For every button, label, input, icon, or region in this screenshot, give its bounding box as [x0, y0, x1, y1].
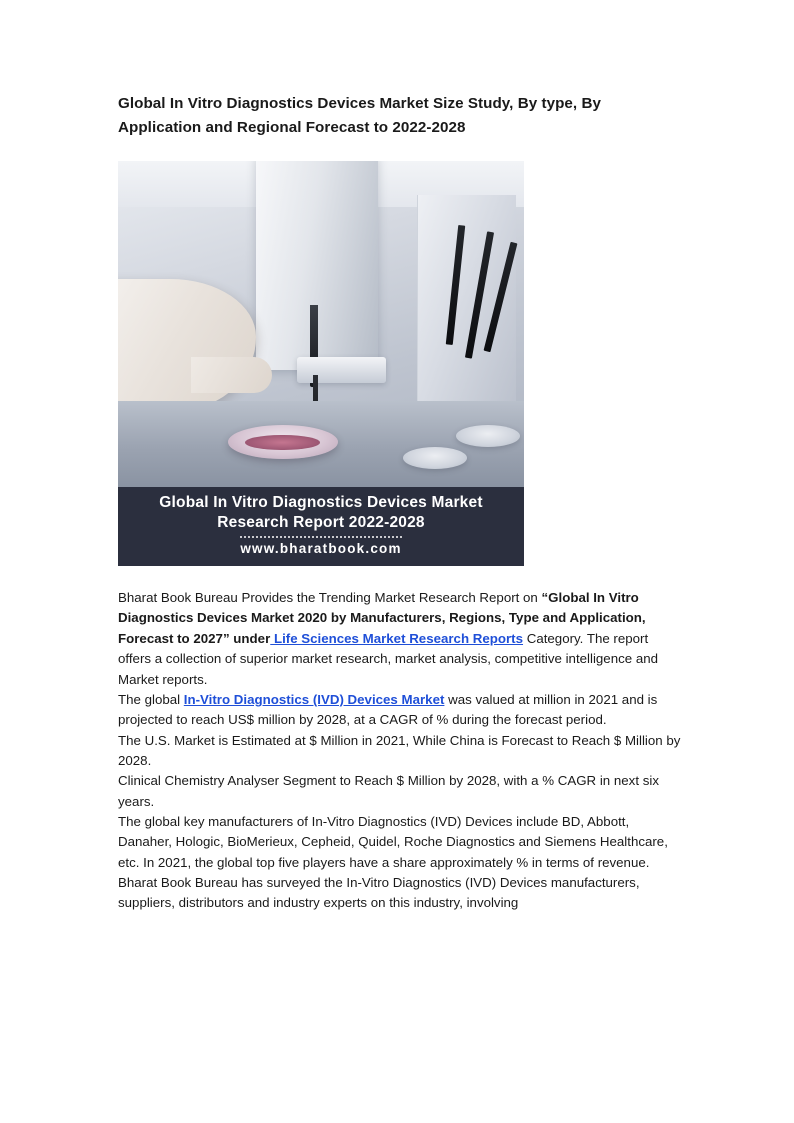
photo-petri-dish-tertiary: [456, 425, 520, 447]
body-paragraph-1: [118, 690, 684, 731]
intro-text-1: Bharat Book Bureau Provides the Trending Market Research Report on: [118, 590, 542, 606]
photo-tip-rack: [417, 195, 515, 425]
lab-pipetting-robot-photo: [118, 161, 524, 487]
cover-banner-website: www.bharatbook.com: [240, 536, 401, 556]
cover-banner-title: Global In Vitro Diagnostics Devices Market Research Report 2022-2028: [159, 494, 483, 531]
body-paragraph-5: Bharat Book Bureau has surveyed the In-Vitro Diagnostics (IVD) Devices manufacturers, suppliers, distributors and industry experts on this industry, involving: [118, 874, 640, 911]
body-paragraph-2: The U.S. Market is Estimated at $ Million in 2021, While China is Forecast to Reach $ Million by 2028.: [118, 732, 681, 768]
intro-paragraph: [118, 588, 684, 690]
report-cover-figure: [118, 161, 524, 566]
photo-robotic-arm: [297, 357, 386, 383]
photo-petri-dish-main: [228, 425, 338, 459]
body-paragraph-4: The global key manufacturers of In-Vitro Diagnostics (IVD) Devices include BD, Abbott, Danaher, Hologic, BioMerieux, Cepheid, Quidel, Roche Diagnostics and Siemens Healthcare, etc. In 2021, the global top five players have a share approximately % in terms of revenue.: [118, 813, 668, 870]
body-text-1b: was valued at million in 2021 and is projected to reach US$ million by 2028, at a CAGR of % during the forecast period.: [118, 691, 658, 728]
body-block: [118, 690, 684, 914]
page-title: Global In Vitro Diagnostics Devices Market Size Study, By type, By Application and Regional Forecast to 2022-2028: [118, 95, 601, 136]
ivd-devices-market-link[interactable]: In-Vitro Diagnostics (IVD) Devices Market: [183, 691, 445, 707]
life-sciences-category-link[interactable]: Life Sciences Market Research Reports: [270, 630, 524, 646]
intro-text-2: under: [229, 630, 271, 646]
document-content: [118, 92, 684, 914]
intro-text-3: Category. The report offers a collection of superior market research, market analysis, competitive intelligence and Market reports.: [118, 630, 659, 687]
body-paragraph-3: Clinical Chemistry Analyser Segment to Reach $ Million by 2028, with a % CAGR in next six years.: [118, 773, 659, 809]
body-text-1a: The global: [118, 691, 184, 707]
photo-instrument: [256, 161, 378, 370]
intro-report-name: “Global In Vitro Diagnostics Devices Market 2020 by Manufacturers, Regions, Type and Application, Forecast to 2027”: [118, 590, 646, 646]
cover-banner: [118, 487, 524, 566]
photo-gloved-finger: [191, 357, 272, 393]
